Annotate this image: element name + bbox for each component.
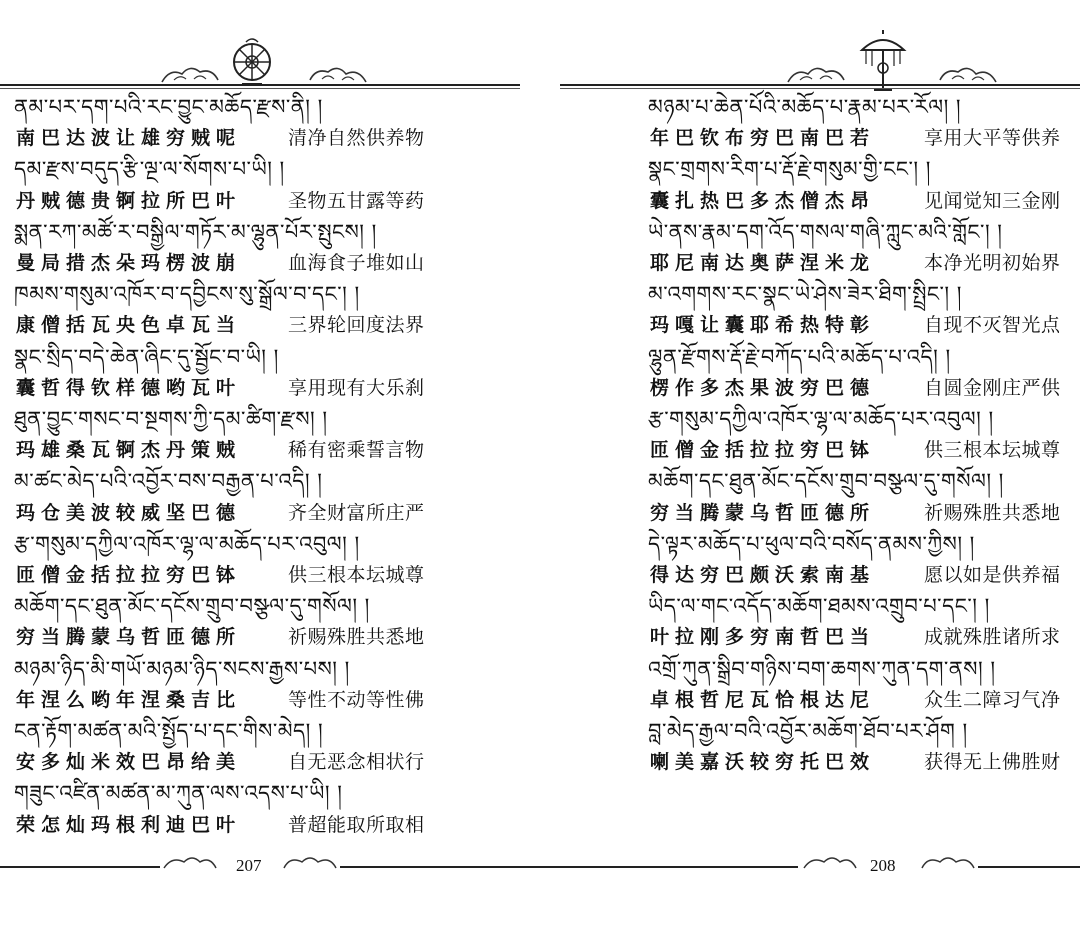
transliteration-text: 喇美嘉沃较穷托巴效	[650, 751, 876, 774]
tibetan-line	[540, 591, 1080, 621]
translation-line	[0, 248, 540, 278]
tibetan-line	[540, 466, 1080, 496]
tibetan-text: མ་ཚང་མེད་པའི་འབྱོར་བས་བརྒྱན་པ་འདི། །	[14, 469, 323, 494]
chinese-translation-text: 自现不灭智光点	[924, 314, 1061, 337]
chinese-translation-text: 获得无上佛胜财	[924, 751, 1061, 774]
translation-line	[0, 560, 540, 590]
tibetan-line	[0, 92, 540, 122]
tibetan-text: ལྷུན་རྫོགས་རྡོ་རྗེ་བཀོད་པའི་མཆོད་པ་འདི། །	[648, 344, 951, 369]
tibetan-line	[0, 342, 540, 372]
chinese-translation-text: 等性不动等性佛	[288, 688, 425, 711]
translation-line	[0, 310, 540, 340]
page-number: 208	[870, 856, 896, 875]
translation-line	[540, 248, 1080, 278]
transliteration-text: 曼局措杰朵玛楞波崩	[16, 252, 242, 274]
tibetan-text: འགྲོ་ཀུན་སྒྲིབ་གཉིས་བག་ཆགས་ཀུན་དག་ནས། །	[648, 656, 996, 681]
tibetan-text: སྣང་སྲིད་བདེ་ཆེན་ཞིང་དུ་སྦྱོང་བ་ཡི། །	[14, 344, 279, 369]
transliteration-text: 穷当腾蒙乌哲匝德所	[650, 501, 876, 524]
tibetan-text: མཆོག་དང་ཐུན་མོང་དངོས་གྲུབ་བསྩལ་དུ་གསོལ། །	[648, 469, 1004, 494]
transliteration-text: 耶尼南达奥萨涅米龙	[650, 252, 876, 274]
chinese-translation-text: 祈赐殊胜共悉地	[924, 501, 1061, 524]
tibetan-line	[0, 154, 540, 184]
tibetan-line	[0, 466, 540, 496]
transliteration-text: 南巴达波让雄穷贼呢	[16, 127, 242, 150]
cloud-ornament-icon	[162, 854, 218, 874]
tibetan-line	[540, 154, 1080, 184]
tibetan-line	[0, 217, 540, 247]
translation-line	[540, 747, 1080, 777]
translation-line	[0, 622, 540, 652]
tibetan-line	[540, 342, 1080, 372]
transliteration-text: 康僧括瓦央色卓瓦当	[16, 314, 242, 337]
header-rule	[560, 84, 1080, 86]
header-rule	[0, 84, 520, 86]
tibetan-line	[0, 404, 540, 434]
translation-line	[0, 373, 540, 403]
chinese-translation-text: 普超能取所取相	[288, 813, 425, 836]
tibetan-text: ཐུན་བྱུང་གསང་བ་སྔགས་ཀྱི་དམ་ཚིག་རྫས། །	[14, 407, 328, 431]
chinese-translation-text: 三界轮回度法界	[288, 314, 425, 337]
tibetan-line	[540, 654, 1080, 684]
chinese-translation-text: 自无恶念相状行	[288, 751, 425, 774]
header-rule-thin	[560, 88, 1080, 89]
tibetan-text: རྩ་གསུམ་དཀྱིལ་འཁོར་ལྷ་ལ་མཆོད་པར་འབུལ། །	[648, 407, 994, 431]
transliteration-text: 年巴钦布穷巴南巴若	[650, 127, 876, 150]
tibetan-text: ཁམས་གསུམ་འཁོར་བ་དབྱིངས་སུ་སྒྲོལ་བ་དང་། །	[14, 282, 360, 307]
translation-line	[540, 685, 1080, 715]
translation-line	[540, 560, 1080, 590]
chinese-translation-text: 享用现有大乐刹	[288, 376, 425, 399]
translation-line	[0, 498, 540, 528]
transliteration-text: 穷当腾蒙乌哲匝德所	[16, 626, 242, 649]
tibetan-line	[540, 529, 1080, 559]
chinese-translation-text: 众生二障习气净	[924, 688, 1061, 711]
transliteration-text: 囊哲得钦样德哟瓦叶	[16, 376, 242, 399]
tibetan-text: ཡིད་ལ་གང་འདོད་མཆོག་ཐམས་འགྲུབ་པ་དང་། །	[648, 594, 990, 619]
transliteration-text: 囊扎热巴多杰僧杰昂	[650, 189, 876, 212]
tibetan-line	[0, 654, 540, 684]
cloud-ornament-icon	[160, 64, 220, 86]
translation-line	[0, 123, 540, 153]
chinese-translation-text: 稀有密乘誓言物	[288, 439, 425, 462]
chinese-translation-text: 愿以如是供养福	[924, 564, 1061, 586]
transliteration-text: 叶拉刚多穷南哲巴当	[650, 626, 876, 649]
tibetan-text: མཉམ་པ་ཆེན་པོའི་མཆོད་པ་རྣམ་པར་རོལ། །	[648, 95, 962, 119]
transliteration-text: 荣怎灿玛根利迪巴叶	[16, 813, 242, 836]
translation-line	[0, 810, 540, 840]
footer-rule	[978, 866, 1080, 868]
cloud-ornament-icon	[786, 64, 846, 86]
cloud-ornament-icon	[282, 854, 338, 874]
cloud-ornament-icon	[802, 854, 858, 874]
transliteration-text: 年涅么哟年涅桑吉比	[16, 688, 242, 711]
tibetan-line	[0, 279, 540, 309]
tibetan-text: ཡེ་ནས་རྣམ་དག་འོད་གསལ་གཞི་ཀླུང་མའི་གློང་། །	[648, 219, 1003, 244]
header-rule-thin	[0, 88, 520, 89]
tibetan-text: དེ་ལྟར་མཆོད་པ་ཕུལ་བའི་བསོད་ནམས་ཀྱིས། །	[648, 531, 975, 556]
tibetan-text: མཉམ་ཉིད་མི་གཡོ་མཉམ་ཉིད་སངས་རྒྱས་པས། །	[14, 656, 350, 681]
translation-line	[540, 622, 1080, 652]
cloud-ornament-icon	[308, 64, 368, 86]
footer-rule	[540, 866, 798, 868]
transliteration-text: 玛雄桑瓦锕杰丹策贼	[16, 439, 242, 462]
transliteration-text: 卓根哲尼瓦恰根达尼	[650, 688, 876, 711]
transliteration-text: 楞作多杰果波穷巴德	[650, 376, 876, 399]
translation-line	[540, 123, 1080, 153]
translation-line	[540, 310, 1080, 340]
chinese-translation-text: 圣物五甘露等药	[288, 189, 425, 212]
chinese-translation-text: 供三根本坛城尊	[288, 564, 425, 586]
translation-line	[540, 373, 1080, 403]
translation-line	[540, 435, 1080, 465]
transliteration-text: 丹贼德贵锕拉所巴叶	[16, 189, 242, 212]
dharma-wheel-icon	[228, 36, 276, 88]
transliteration-text: 匝僧金括拉拉穷巴钵	[16, 564, 242, 586]
chinese-translation-text: 成就殊胜诸所求	[924, 626, 1061, 649]
cloud-ornament-icon	[938, 64, 998, 86]
tibetan-text: ངན་རྟོག་མཚན་མའི་སྤྱོད་པ་དང་གིས་མེད། །	[14, 719, 324, 743]
tibetan-line	[540, 279, 1080, 309]
chinese-translation-text: 血海食子堆如山	[288, 252, 425, 274]
chinese-translation-text: 享用大平等供养	[924, 127, 1061, 150]
tibetan-line	[0, 778, 540, 808]
chinese-translation-text: 齐全财富所庄严	[288, 501, 425, 524]
right-page	[540, 0, 1080, 940]
chinese-translation-text: 自圆金刚庄严供	[924, 376, 1061, 399]
tibetan-line	[0, 716, 540, 746]
tibetan-line	[0, 591, 540, 621]
tibetan-line	[540, 716, 1080, 746]
tibetan-text: གཟུང་འཛིན་མཚན་མ་ཀུན་ལས་འདས་པ་ཡི། །	[14, 781, 343, 806]
tibetan-text: མ་འགགས་རང་སྣང་ཡེ་ཤེས་ཟེར་ཐིག་སྤྲིང་། །	[648, 282, 962, 307]
tibetan-text: ནམ་པར་དག་པའི་རང་བྱུང་མཆོད་རྫས་ནི། །	[14, 95, 323, 119]
tibetan-text: སྨན་རཀ་མཚོ་ར་བསྒྱིལ་གཏོར་མ་ལྷུན་པོར་སྤུངས། །	[14, 219, 377, 244]
chinese-translation-text: 供三根本坛城尊	[924, 439, 1061, 462]
tibetan-text: རྩ་གསུམ་དཀྱིལ་འཁོར་ལྷ་ལ་མཆོད་པར་འབུལ། །	[14, 531, 360, 556]
tibetan-text: བླ་མེད་རྒྱལ་བའི་འབྱོར་མཆོག་ཐོབ་པར་ཤོག །	[648, 719, 968, 743]
tibetan-line	[540, 92, 1080, 122]
translation-line	[0, 435, 540, 465]
cloud-ornament-icon	[920, 854, 976, 874]
chinese-translation-text: 本净光明初始界	[924, 252, 1061, 274]
tibetan-text: སྣང་གྲགས་རིག་པ་རྡོ་རྗེ་གསུམ་གྱི་ངང་། །	[648, 157, 931, 182]
tibetan-line	[540, 217, 1080, 247]
chinese-translation-text: 祈赐殊胜共悉地	[288, 626, 425, 649]
translation-line	[540, 186, 1080, 216]
page-number: 207	[236, 856, 262, 875]
tibetan-text: དམ་རྫས་བདུད་རྩི་ལྔ་ལ་སོགས་པ་ཡི། །	[14, 157, 285, 182]
tibetan-line	[0, 529, 540, 559]
tibetan-text: མཆོག་དང་ཐུན་མོང་དངོས་གྲུབ་བསྩལ་དུ་གསོལ། །	[14, 594, 370, 619]
tibetan-line	[540, 404, 1080, 434]
translation-line	[0, 186, 540, 216]
transliteration-text: 玛嘎让囊耶希热特彰	[650, 314, 876, 337]
translation-line	[540, 498, 1080, 528]
transliteration-text: 玛仓美波较威坚巴德	[16, 501, 242, 524]
translation-line	[0, 685, 540, 715]
chinese-translation-text: 清净自然供养物	[288, 127, 425, 150]
transliteration-text: 匝僧金括拉拉穷巴钵	[650, 439, 876, 462]
transliteration-text: 得达穷巴颇沃索南基	[650, 564, 876, 586]
footer-rule	[0, 866, 160, 868]
transliteration-text: 安多灿米效巴昂给美	[16, 751, 242, 774]
footer-rule	[340, 866, 540, 868]
chinese-translation-text: 见闻觉知三金刚	[924, 189, 1061, 212]
translation-line	[0, 747, 540, 777]
